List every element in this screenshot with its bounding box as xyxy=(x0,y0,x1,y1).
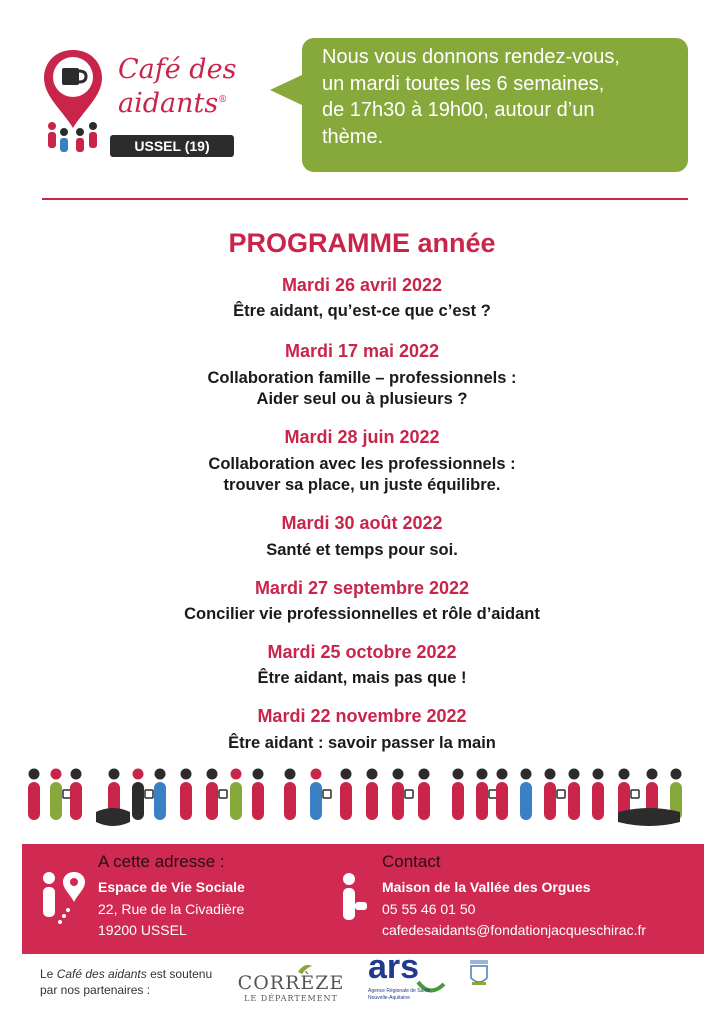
person-figure xyxy=(476,769,497,821)
person-figure xyxy=(496,769,508,821)
person-figure xyxy=(50,769,71,821)
person-figure xyxy=(366,769,378,821)
address-heading: A cette adresse : xyxy=(98,852,225,871)
person-figure xyxy=(206,769,227,821)
address-street: 22, Rue de la Civadière xyxy=(98,901,245,917)
trademark-mark: ® xyxy=(218,95,228,105)
session-topic: Santé et temps pour soi. xyxy=(266,541,458,559)
partner-emblem-logo xyxy=(466,958,492,993)
bubble-line: de 17h30 à 19h00, autour d’un xyxy=(322,99,595,121)
logo-line-2: aidants® xyxy=(118,88,228,119)
people-illustration xyxy=(20,760,704,837)
person-figure xyxy=(520,769,532,821)
address-city: 19200 USSEL xyxy=(98,922,187,938)
partners-line-2: par nos partenaires : xyxy=(40,983,151,997)
contact-email[interactable]: cafedesaidants@fondationjacqueschirac.fr xyxy=(382,922,647,938)
session-date: Mardi 22 novembre 2022 xyxy=(257,706,467,726)
person-figure xyxy=(284,769,296,821)
person-figure xyxy=(154,769,166,821)
city-badge: USSEL (19) xyxy=(110,135,234,157)
person-figure xyxy=(592,769,604,821)
person-figure xyxy=(392,769,413,821)
partners-text xyxy=(40,966,212,998)
person-info-icon xyxy=(340,872,370,933)
partners-line-1: Le Café des aidants est soutenu xyxy=(40,967,213,981)
ars-subtitle-2: Nouvelle-Aquitaine xyxy=(368,995,410,1001)
session-topic: Être aidant : savoir passer la main xyxy=(228,734,496,752)
person-figure xyxy=(568,769,580,821)
session-topic: Collaboration famille – professionnels : xyxy=(207,369,517,387)
person-figure xyxy=(340,769,352,821)
bubble-line: thème. xyxy=(322,125,384,148)
person-location-icon xyxy=(40,870,88,941)
person-figure xyxy=(230,769,242,821)
person-figure xyxy=(544,769,565,821)
session-date: Mardi 30 août 2022 xyxy=(281,513,443,533)
person-figure xyxy=(252,769,264,821)
session-topic: Concilier vie professionnelles et rôle d’aidant xyxy=(184,605,540,623)
logo-pin-icon xyxy=(40,46,106,166)
speech-bubble-text xyxy=(322,44,684,150)
person-figure xyxy=(132,769,153,821)
table-shape xyxy=(618,808,680,826)
contact-name: Maison de la Vallée des Orgues xyxy=(382,879,591,895)
bubble-line: un mardi toutes les 6 semaines, xyxy=(322,72,605,95)
session-date: Mardi 27 septembre 2022 xyxy=(254,578,470,598)
person-figure xyxy=(70,769,82,821)
session-date: Mardi 25 octobre 2022 xyxy=(267,642,457,662)
session-topic: Aider seul ou à plusieurs ? xyxy=(256,390,468,408)
logo-line-1: Café des xyxy=(118,54,237,85)
session-topic: Être aidant, mais pas que ! xyxy=(257,669,467,687)
correze-subtitle: LE DÉPARTEMENT xyxy=(244,994,338,1003)
session-topic: Collaboration avec les professionnels : xyxy=(208,455,516,473)
session-topic: trouver sa place, un juste équilibre. xyxy=(223,476,501,494)
person-figure xyxy=(310,769,331,821)
session-date: Mardi 17 mai 2022 xyxy=(284,341,440,361)
contact-heading: Contact xyxy=(382,852,441,871)
logo-title xyxy=(118,55,236,119)
contact-phone[interactable]: 05 55 46 01 50 xyxy=(382,901,476,917)
correze-name: CORRÈZE xyxy=(237,972,345,994)
programme-title: PROGRAMME année xyxy=(228,228,496,258)
ars-name: ars xyxy=(368,948,420,986)
header-divider xyxy=(42,198,688,200)
ars-subtitle-1: Agence Régionale de Santé xyxy=(368,988,431,994)
person-figure xyxy=(418,769,430,821)
bubble-line: Nous vous donnons rendez-vous, xyxy=(322,46,620,68)
person-figure xyxy=(452,769,464,821)
person-figure xyxy=(180,769,192,821)
address-name: Espace de Vie Sociale xyxy=(98,879,245,895)
speech-bubble-tail xyxy=(270,74,304,106)
table-shape xyxy=(96,808,130,826)
session-date: Mardi 26 avril 2022 xyxy=(281,275,443,295)
contact-footer xyxy=(22,844,704,954)
session-topic: Être aidant, qu’est-ce que c’est ? xyxy=(233,302,491,320)
session-date: Mardi 28 juin 2022 xyxy=(284,427,440,447)
person-figure xyxy=(28,769,40,821)
